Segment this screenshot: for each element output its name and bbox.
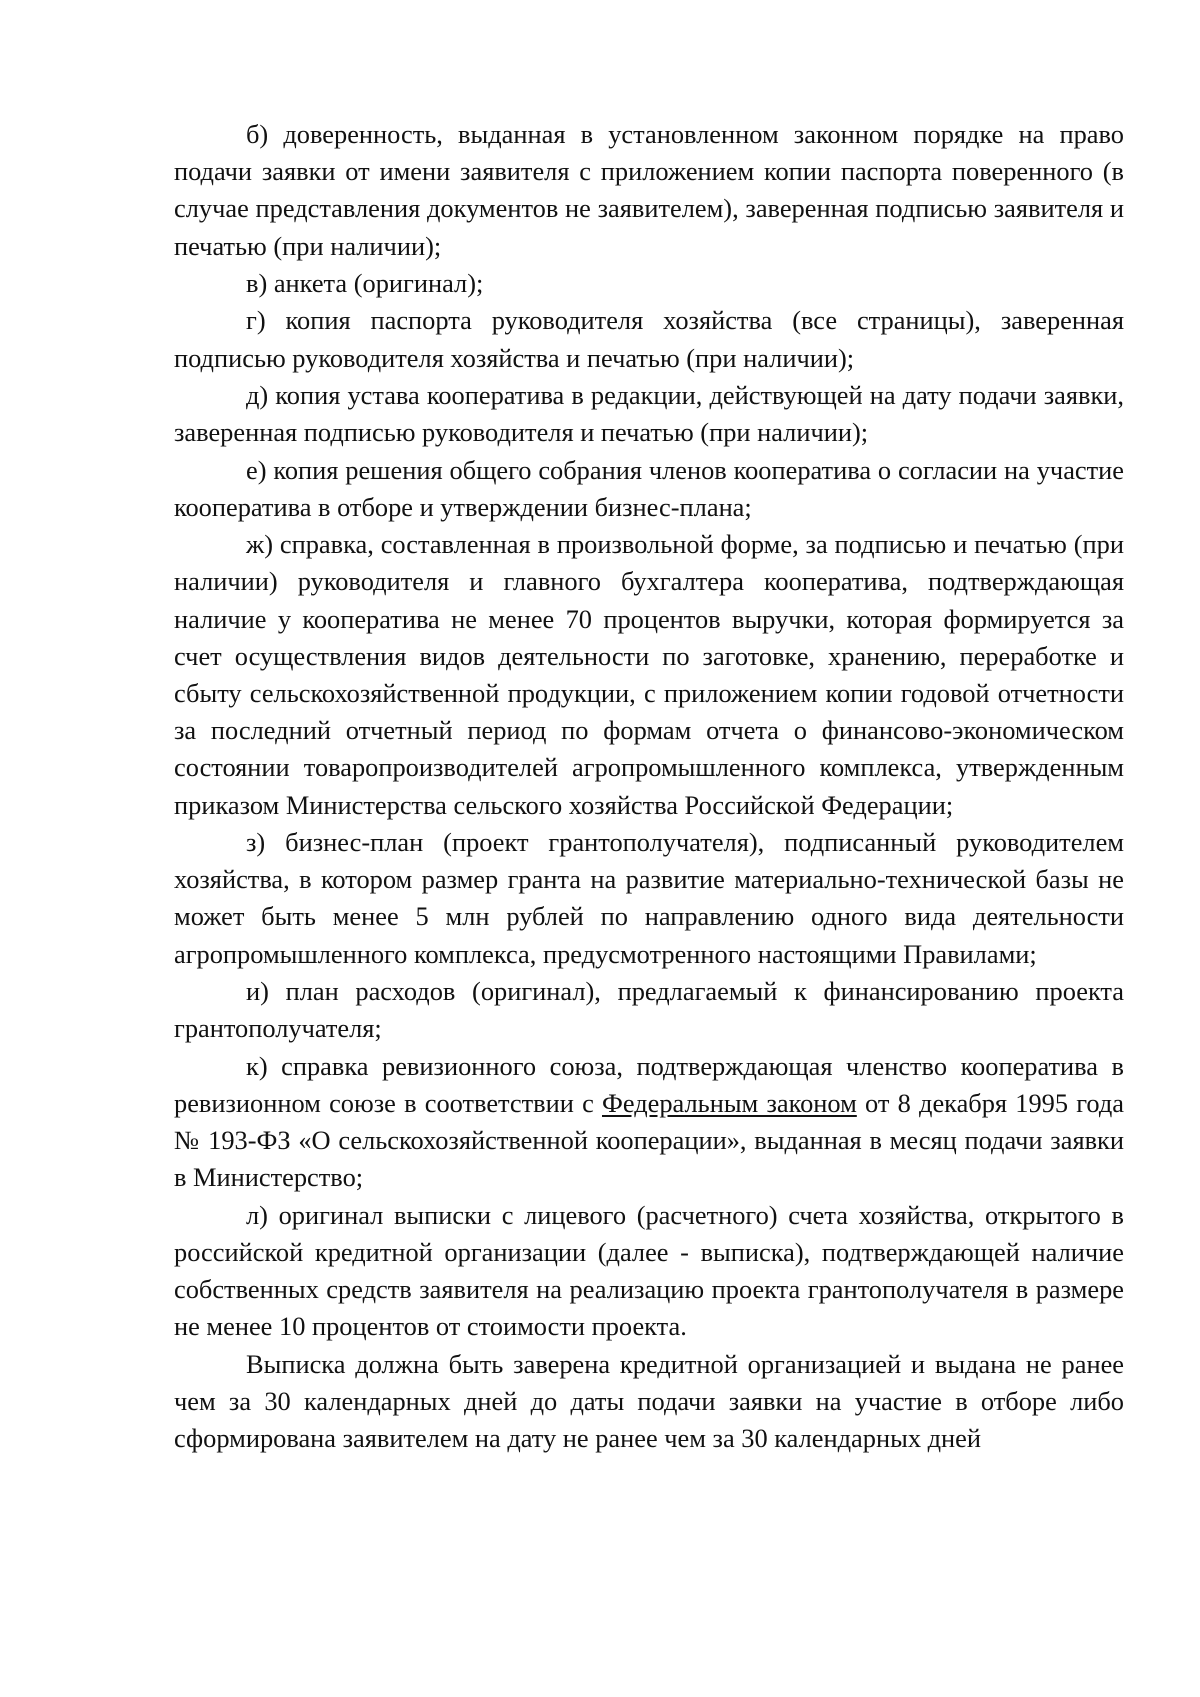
paragraph-z: з) бизнес-план (проект грантополучателя), подписанный руководителем хозяйства, в котором размер гранта на развитие материально-технической базы не может быть менее 5 млн рублей по направлению одного вида деятельности агропромышленного комплекса, предусмотренного настоящими Правилами; (174, 826, 1124, 969)
paragraph-k-text-after: от 8 декабря 1995 года № 193-ФЗ «О сельскохозяйственной кооперации», выданная в месяц подачи заявки в Министерство; (174, 1087, 1125, 1193)
paragraph-v: в) анкета (оригинал); (246, 268, 484, 298)
paragraph-l: л) оригинал выписки с лицевого (расчетного) счета хозяйства, открытого в российской кредитной организации (далее - выписка), подтверждающей наличие собственных средств заявителя на реализацию проекта грантополучателя в размере не менее 10 процентов от стоимости проекта. (174, 1199, 1124, 1342)
paragraph-i: и) план расходов (оригинал), предлагаемый к финансированию проекта грантополучателя; (174, 975, 1124, 1044)
federal-law-link[interactable]: Федеральным законом (602, 1087, 857, 1118)
paragraph-k-text-before: к) справка ревизионного союза, подтверждающая членство кооператива в ревизионном союзе в соответствии с (174, 1050, 1124, 1118)
paragraph-b: б) доверенность, выданная в установленном законном порядке на право подачи заявки от имени заявителя с приложением копии паспорта поверенного (в случае представления документов не заявителем), заверенная подписью заявителя и печатью (при наличии); (174, 119, 1124, 261)
paragraph-extract: Выписка должна быть заверена кредитной организацией и выдана не ранее чем за 30 календарных дней до даты подачи заявки на участие в отборе либо сформирована заявителем на дату не ранее чем за 30 календарных дней (174, 1348, 1124, 1453)
document-body (174, 116, 1124, 1457)
paragraph-g: г) копия паспорта руководителя хозяйства (все страницы), заверенная подписью руководителя хозяйства и печатью (при наличии); (174, 305, 1124, 373)
paragraph-e: е) копия решения общего собрания членов кооператива о согласии на участие кооператива в отборе и утверждении бизнес-плана; (174, 454, 1124, 522)
paragraph-d: д) копия устава кооператива в редакции, действующей на дату подачи заявки, заверенная подписью руководителя и печатью (при наличии); (174, 379, 1124, 448)
paragraph-zh: ж) справка, составленная в произвольной форме, за подписью и печатью (при наличии) руководителя и главного бухгалтера кооператива, подтверждающая наличие у кооператива не менее 70 процентов выручки, которая формируется за счет осуществления видов деятельности по заготовке, хранению, переработке и сбыту сельскохозяйственной продукции, с приложением копии годовой отчетности за последний отчетный период по формам отчета о финансово-экономическом состоянии товаропроизводителей агропромышленного комплекса, утвержденным приказом Министерства сельского хозяйства Российской Федерации; (174, 529, 1124, 820)
paragraph-k (174, 1048, 1124, 1197)
